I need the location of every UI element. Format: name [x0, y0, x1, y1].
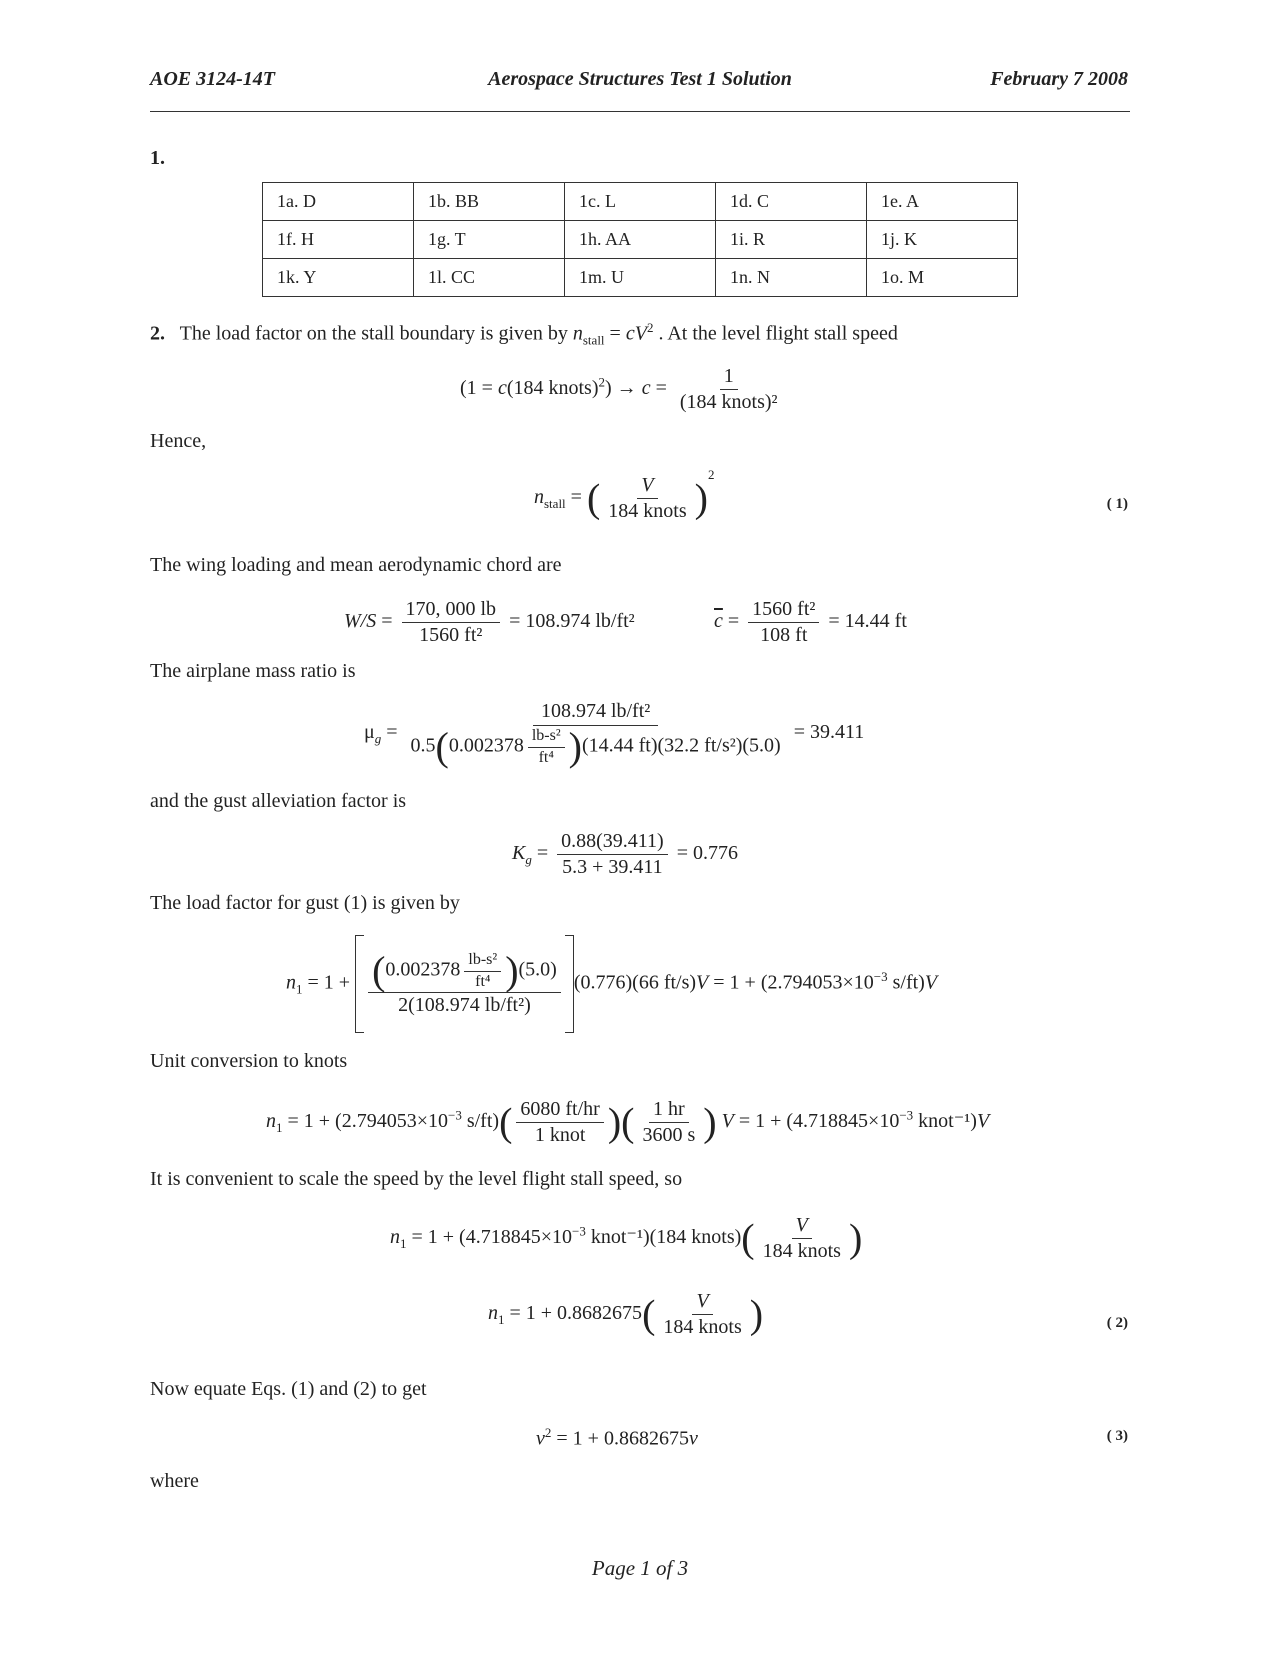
wing-loading-equation — [344, 598, 635, 647]
numerator: lb-s² — [464, 951, 501, 971]
exponent: 2 — [598, 374, 606, 390]
header-date: February 7 2008 — [990, 68, 1128, 90]
right-paren: ) — [749, 1291, 764, 1337]
header-title: Aerospace Structures Test 1 Solution — [488, 68, 792, 90]
exponent: −3 — [899, 1107, 914, 1123]
table-cell: 1g. T — [414, 221, 565, 259]
denominator — [407, 726, 785, 767]
numerator: 1560 ft² — [748, 598, 819, 623]
fraction — [676, 365, 782, 414]
equals-sign: = — [604, 322, 626, 345]
subscript: 1 — [276, 1120, 283, 1136]
gust-load-equation — [286, 935, 937, 1033]
c-symbol: c — [641, 377, 651, 400]
result: = 0.776 — [671, 842, 738, 865]
c-equation — [460, 365, 786, 414]
denominator: 184 knots — [608, 500, 687, 522]
fraction — [368, 948, 561, 1017]
eq-text: s/ft) — [461, 1110, 500, 1133]
equation-3 — [536, 1425, 698, 1451]
mass-ratio-text: The airplane mass ratio is — [150, 660, 356, 682]
eq-text: = 1 + (4.718845×10 — [733, 1110, 900, 1133]
table-cell: 1f. H — [263, 221, 414, 259]
v-symbol: v — [688, 1427, 698, 1450]
denominator: ft⁴ — [475, 972, 491, 990]
table-cell: 1i. R — [716, 221, 867, 259]
page-number: Page 1 of 3 — [591, 1556, 689, 1580]
subscript: g — [374, 731, 382, 747]
denominator: 5.3 + 39.411 — [562, 856, 663, 878]
equation-1-label: ( 1) — [1106, 496, 1128, 512]
left-paren: ( — [372, 948, 386, 993]
question-1-number: 1. — [150, 147, 165, 169]
right-paren: ) — [694, 475, 708, 521]
eq-text: = 1 + (4.718845×10 — [406, 1226, 572, 1249]
right-paren: ) — [607, 1099, 622, 1145]
unit-fraction — [464, 951, 501, 991]
arrow: ) → — [605, 377, 642, 400]
eq-text: knot⁻¹) — [913, 1110, 977, 1133]
n-symbol: n — [390, 1226, 400, 1249]
exponent: 2 — [707, 467, 715, 483]
table-cell: 1b. BB — [414, 183, 565, 221]
table-row — [263, 221, 1018, 259]
fraction — [759, 1214, 845, 1263]
table-cell: 1k. Y — [263, 259, 414, 297]
unit-conversion-equation — [266, 1098, 989, 1147]
eq-text: knot⁻¹)(184 knots) — [585, 1226, 742, 1249]
denominator: 184 knots — [663, 1316, 742, 1338]
numerator — [368, 948, 561, 993]
wing-loading-text: The wing loading and mean aerodynamic chord are — [150, 554, 562, 576]
table-cell: 1n. N — [716, 259, 867, 297]
den-text: 0.002378 — [448, 734, 524, 757]
table-row — [263, 183, 1018, 221]
mean-chord-equation — [714, 598, 907, 647]
eq-text: = 1 + 0.8682675 — [551, 1427, 689, 1450]
table-row — [263, 259, 1018, 297]
fraction — [557, 830, 668, 879]
numerator: 1 hr — [649, 1098, 689, 1123]
table-cell: 1j. K — [867, 221, 1018, 259]
table-cell: 1d. C — [716, 183, 867, 221]
numerator: V — [637, 474, 657, 499]
v-symbol: V — [696, 971, 709, 994]
equation-3-label: ( 3) — [1106, 1428, 1128, 1444]
numerator: 0.88(39.411) — [557, 830, 668, 855]
header-course: AOE 3124-14T — [150, 68, 275, 90]
unit-conversion-text: Unit conversion to knots — [150, 1050, 348, 1072]
denominator: 2(108.974 lb/ft²) — [398, 994, 531, 1016]
question-2-number: 2. — [150, 322, 165, 345]
v-symbol: V — [721, 1110, 734, 1133]
left-paren: ( — [741, 1215, 755, 1261]
exponent: −3 — [448, 1107, 462, 1123]
left-paren: ( — [642, 1291, 656, 1337]
equate-text: Now equate Eqs. (1) and (2) to get — [150, 1378, 427, 1400]
denominator: 184 knots — [762, 1240, 841, 1262]
left-paren: ( — [621, 1099, 635, 1145]
eq-text: s/ft) — [887, 971, 925, 994]
table-cell: 1c. L — [565, 183, 716, 221]
right-paren: ) — [848, 1215, 863, 1261]
equals-sign: = — [565, 486, 587, 509]
right-bracket — [565, 935, 574, 1033]
answer-table — [262, 182, 1018, 297]
numerator: lb-s² — [528, 727, 565, 747]
stall-subscript: stall — [582, 332, 605, 348]
fraction — [604, 474, 690, 523]
result: = 39.411 — [788, 721, 865, 744]
v-symbol: V — [634, 322, 647, 345]
equals-sign: = — [381, 721, 403, 744]
den-text: (14.44 ft)(32.2 ft/s²)(5.0) — [581, 734, 781, 757]
c-symbol: c — [625, 322, 635, 345]
gust-factor-equation — [512, 830, 738, 879]
fraction — [407, 700, 785, 767]
table-cell: 1a. D — [263, 183, 414, 221]
numerator: 6080 ft/hr — [516, 1098, 603, 1123]
scaled-speed-equation — [390, 1214, 862, 1263]
denominator: 1 knot — [534, 1124, 586, 1146]
fraction — [659, 1290, 745, 1339]
right-paren: ) — [568, 724, 582, 769]
num-text: 0.002378 — [385, 958, 461, 981]
equals-sign: = — [722, 610, 745, 633]
c-bar-symbol: $\overline{c}$ — [714, 610, 723, 633]
eq-text: = 1 + (2.794053×10 — [708, 971, 874, 994]
left-paren: ( — [586, 475, 601, 521]
denominator: (184 knots)² — [679, 391, 778, 413]
gust-factor-text: and the gust alleviation factor is — [150, 790, 407, 812]
exponent: −3 — [873, 968, 888, 984]
n-symbol: n — [572, 322, 583, 345]
v-symbol: V — [924, 971, 938, 994]
n-symbol: n — [534, 486, 544, 509]
result: = 14.44 ft — [823, 610, 907, 633]
mass-ratio-equation — [364, 700, 864, 767]
v-symbol: V — [976, 1110, 990, 1133]
eq-text: (0.776)(66 ft/s) — [573, 971, 697, 994]
subscript: g — [525, 852, 532, 868]
num-text: (5.0) — [518, 958, 557, 981]
where-text: where — [150, 1470, 199, 1492]
left-paren: ( — [435, 724, 449, 769]
subscript: 1 — [296, 981, 303, 997]
table-cell: 1e. A — [867, 183, 1018, 221]
equals-sign: = — [650, 377, 672, 400]
numerator: V — [692, 1290, 712, 1315]
den-text: 0.5 — [410, 734, 436, 757]
fraction — [638, 1098, 699, 1147]
intro-text-b: . At the level flight stall speed — [658, 322, 898, 345]
table-cell: 1o. M — [867, 259, 1018, 297]
load-factor-text: The load factor for gust (1) is given by — [150, 892, 460, 914]
equals-sign: = 1 + — [302, 971, 356, 994]
equation-2-label: ( 2) — [1106, 1315, 1128, 1331]
square-exponent: 2 — [646, 320, 654, 335]
eq-text: (184 knots) — [506, 377, 599, 400]
fraction — [516, 1098, 603, 1147]
n-symbol: n — [266, 1110, 276, 1133]
ws-symbol: W/S — [344, 610, 377, 633]
numerator: 170, 000 lb — [402, 598, 501, 623]
denominator: ft⁴ — [538, 748, 554, 766]
denominator: 1560 ft² — [419, 624, 483, 646]
numerator: V — [792, 1214, 812, 1239]
fraction — [748, 598, 819, 647]
subscript: 1 — [400, 1236, 407, 1252]
denominator: 3600 s — [642, 1124, 696, 1146]
exponent: −3 — [572, 1223, 586, 1239]
eq-text: = 1 + 0.8682675 — [504, 1302, 643, 1325]
denominator: 108 ft — [760, 624, 808, 646]
question-2-intro — [150, 320, 898, 349]
mu-symbol: μ — [364, 721, 375, 744]
eq-text: = 1 + (2.794053×10 — [282, 1110, 448, 1133]
c-symbol: c — [497, 377, 507, 400]
n-symbol: n — [286, 971, 296, 994]
equation-1 — [534, 467, 715, 523]
subscript: stall — [544, 496, 566, 512]
unit-fraction — [528, 727, 565, 767]
hence-text: Hence, — [150, 430, 207, 452]
scale-speed-text: It is convenient to scale the speed by the level flight stall speed, so — [150, 1168, 683, 1190]
n-symbol: n — [488, 1302, 498, 1325]
intro-text-a: The load factor on the stall boundary is given by — [179, 322, 568, 345]
numerator: 1 — [720, 365, 738, 390]
eq-text: (1 = — [460, 377, 498, 400]
right-paren: ) — [505, 948, 519, 993]
fraction — [402, 598, 501, 647]
right-paren: ) — [703, 1099, 717, 1145]
header-rule — [150, 111, 1130, 112]
left-bracket — [355, 935, 364, 1033]
equals-sign: = — [531, 842, 554, 865]
equals-sign: = — [376, 610, 398, 633]
v-symbol: v — [536, 1427, 545, 1450]
table-cell: 1h. AA — [565, 221, 716, 259]
exponent: 2 — [544, 1425, 552, 1440]
table-cell: 1l. CC — [414, 259, 565, 297]
subscript: 1 — [498, 1312, 505, 1328]
numerator: 108.974 lb/ft² — [533, 700, 658, 726]
left-paren: ( — [499, 1099, 513, 1145]
table-cell: 1m. U — [565, 259, 716, 297]
result: = 108.974 lb/ft² — [504, 610, 635, 633]
k-symbol: K — [512, 842, 526, 865]
equation-2 — [488, 1290, 763, 1339]
